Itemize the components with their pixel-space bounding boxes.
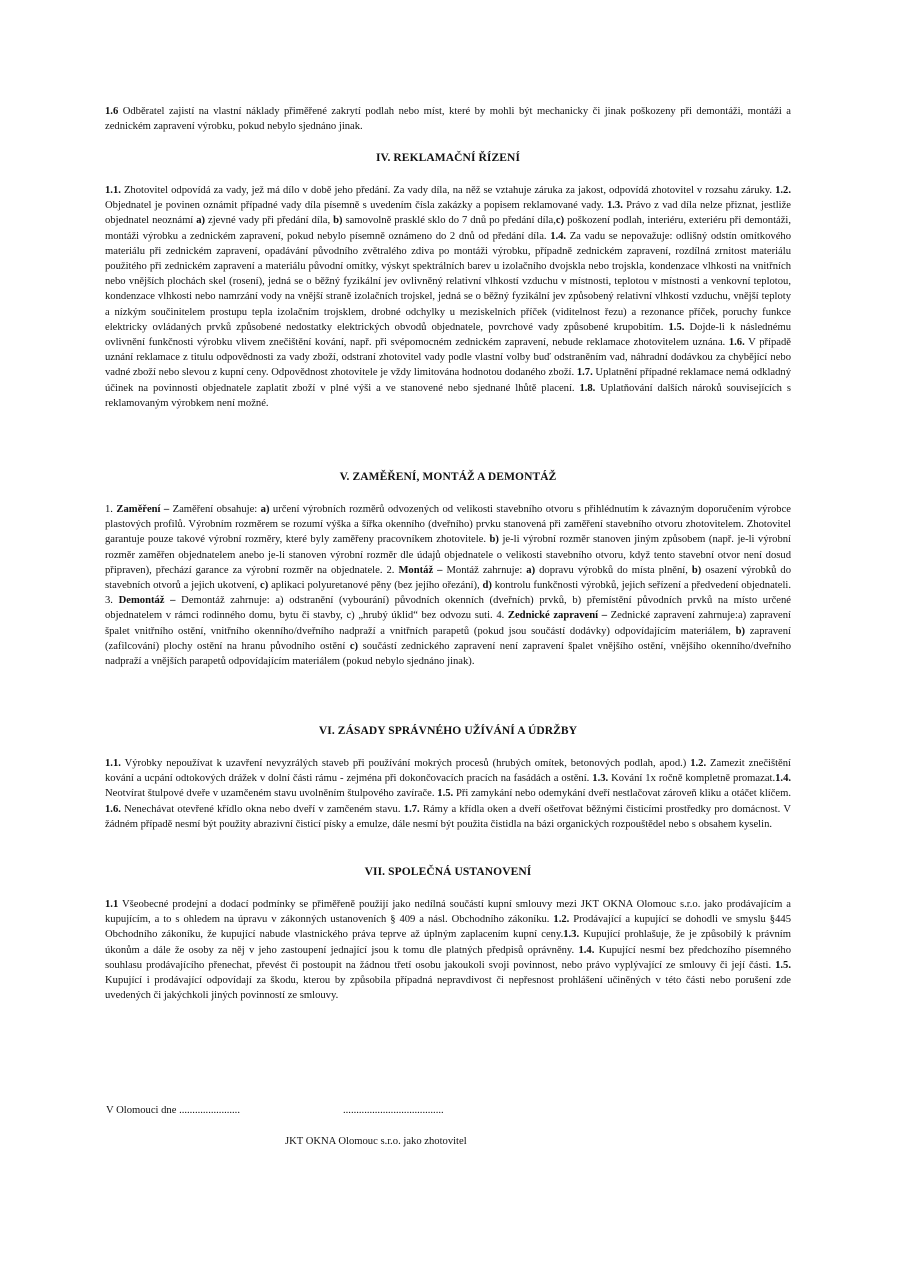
clause-text: zapravení (zafilcování) plochy ostění na hranu původního ostění: [105, 625, 791, 652]
clause-number: 1.4.: [550, 230, 567, 242]
clause-text: V případě uznání reklamace z titulu odpovědnosti za vady zboží, odstraní zhotovitel vady podle vlastní volby buď odstraněním vad, náhradní dodávkou za chybějící nebo vadné zboží nebo slevou z kupní ceny. Odpovědnost zhotovitele je vždy limitována hodnotou dodaného zboží.: [105, 337, 791, 379]
clause-text: určení výrobních rozměrů odvozených od velikosti stavebního otvoru s přihlédnutím k závazným doporučením výrobce plastových profilů. Výrobním rozměrem se rozumí výška a šířka okenního (dveřního) prvku stanovená při zaměření stavebního otvoru zhotovitelem. Zhotovitel garantuje pouze takové výrobní rozměry, které byly zaměřeny pracovníkem zhotovitele.: [105, 504, 791, 546]
clause-number: 1.5.: [775, 959, 791, 971]
clause-1-6: [105, 104, 791, 134]
clause-text: Právo z vad díla nelze přiznat, jestliže objednatel neoznámí: [105, 200, 791, 227]
clause-text: osazení výrobků do stavebních otvorů a jejich ukotvení,: [105, 564, 791, 592]
clause-number: b): [333, 215, 343, 227]
clause-text: 1.: [105, 504, 117, 515]
clause-text: Všeobecné prodejní a dodací podmínky se přiměřeně použijí jako nedílná součástí kupní smlouvy mezi JKT OKNA Olomouc s.r.o. jako prodávajícím a kupujícím, a to s ohledem na úpravu v zákonných ustanoveních § 409 a násl. Obchodního zákoníku.: [105, 899, 791, 926]
clause-number: 1.1.: [105, 185, 121, 196]
clause-number: 1.4.: [578, 944, 595, 956]
clause-text: kontrolu funkčnosti výrobků, jejich seřízení a předvedení objednateli. 3.: [105, 580, 791, 607]
clause-text: Za vadu se nepovažuje: odlišný odstín omítkového materiálu při zednickém zapravení, opadávání původního zvětralého zdiva po montáži výrobku, případně zednickém zapravení, rozdílná zrnitost materiálu použitého při zednickém zapravení a materiálu původní omítky, výskyt spektrálních barev u izolačního dvojskla nebo trojskla, kondenzace vlhkosti na vnitřních nebo vnějších plochách skel (rosení), jedná se o běžný fyzikální jev ovlivněný relativní vlhkostí vzduchu v místnosti, teplotou v místnosti a venkovní teplotou, kondenzace vlhkosti nebo namrzání vody na vnější straně izolačních trojskel, jedná se o běžný fyzikální jev způsobený relativní vlhkostí vzduchu, vnější teploty a nízkým součinitelem prostupu tepla izolačním trojsklem, drobné odchylky u meziskelních příček (viditelnost řezu) a rezonance příček, poruchy funkce elektricky ovládaných prvků způsobené nedostatky elektrických obvodů objednatele, povrchové vady způsobené krupobitím.: [105, 230, 791, 333]
clause-number: Zaměření –: [116, 504, 170, 515]
section-vii-body: [105, 897, 791, 1003]
clause-text: Zamezit znečištění kování a ucpání odtokových drážek v dolní části rámu - zejména při dokončovacích pracích na fasádách a ostění.: [105, 758, 791, 785]
clause-number: 1.6: [105, 106, 119, 117]
clause-number: d): [482, 580, 492, 592]
clause-number: c): [555, 215, 565, 227]
clause-number: a): [260, 504, 270, 515]
clause-text: Objednatel je povinen oznámit případné vady díla písemně s uvedením čísla zakázky a popisem reklamované vady.: [105, 200, 607, 212]
clause-number: 1.5.: [668, 321, 685, 333]
clause-text: Uplatnění případné reklamace nemá odkladný účinek na povinnosti objednatele zaplatit zboží v plné výši a ve stanovené nebo sjednané lhůtě placení.: [105, 367, 791, 394]
clause-number: Demontáž –: [118, 595, 176, 607]
clause-number: 1.3.: [563, 929, 580, 941]
clause-text: Nenechávat otevřené křídlo okna nebo dveří v zamčeném stavu.: [120, 803, 404, 815]
clause-number: 1.4.: [775, 773, 792, 785]
section-vi-body: [105, 756, 791, 832]
section-heading-v: V. ZAMĚŘENÍ, MONTÁŽ A DEMONTÁŽ: [339, 471, 557, 483]
clause-text: je-li výrobní rozměr stanoven jiným způsobem (např. je-li výrobní rozměr zaměřen objednatelem anebo je-li stanoven výrobní rozměr dle údajů objednatele o velikosti stavebního otvoru, když tento stavební otvor není dosud připraven), přechází garance za výrobní rozměr na objednatele. 2.: [105, 534, 791, 576]
clause-text: součástí zednického zapravení není zapravení špalet vnějšího ostění, vnějšího okenního/dveřního nadpraží a vnějších parapetů odpovídajícím materiálem (pokud nebylo sjednáno jinak).: [105, 640, 791, 668]
clause-number: 1.6.: [105, 803, 121, 815]
signature-company: JKT OKNA Olomouc s.r.o. jako zhotovitel: [285, 1136, 467, 1147]
clause-text: Odběratel zajistí na vlastní náklady přiměřené zakrytí podlah nebo míst, které by mohli být mechanicky či jinak poškozeny při demontáži, montáži a zednickém zapravení výrobku, pokud nebylo sjednáno jinak.: [105, 106, 791, 133]
clause-text: Dojde-li k následnému ovlivnění funkčnosti výrobku vlivem znečištění kování, např. při svépomocném zednickém zapravení, nebude reklamace zhotovitelem uznána.: [105, 321, 791, 349]
clause-text: Rámy a křídla oken a dveří ošetřovat běžnými čisticími prostředky pro domácnost. V žádném případě nesmí být použity abrazivní čisticí písky a emulze, dále nesmí být použita čistidla na bázi organických rozpouštědel nebo s obsahem kyselin.: [105, 803, 791, 830]
signature-place-date: V Olomouci dne .......................: [106, 1105, 240, 1116]
clause-number: 1.1: [105, 899, 119, 910]
clause-text: Montáž zahrnuje:: [442, 564, 527, 576]
section-iv-body: [105, 183, 791, 411]
clause-number: c): [260, 580, 269, 592]
clause-text: Kupující prohlašuje, že je způsobilý k právním úkonům a dále že osoby za něj v jeho zastoupení jednající jsou k tomu dle platných předpisů oprávněny.: [105, 929, 791, 956]
section-v-body: [105, 502, 791, 669]
signature-line: ......................................: [343, 1105, 444, 1116]
clause-text: Zednické zapravení zahrnuje:a) zapravení špalet vnitřního ostění, vnitřního okenního/dveřního nadpraží a vnitřních parapetů (pokud jsou součástí dodávky) odpovídajícím materiálem,: [105, 610, 791, 637]
clause-text: Uplatňování dalších nároků souvisejících s reklamovaným výrobkem není možné.: [105, 382, 791, 409]
section-heading-iv: IV. REKLAMAČNÍ ŘÍZENÍ: [375, 152, 521, 164]
clause-number: 1.2.: [553, 914, 570, 926]
clause-text: aplikaci polyuretanové pěny (bez jejího ořezání),: [268, 580, 483, 592]
clause-text: zjevné vady při předání díla,: [205, 215, 334, 227]
clause-number: a): [196, 215, 206, 227]
clause-text: dopravu výrobků do místa plnění,: [535, 564, 692, 576]
clause-number: a): [526, 564, 536, 576]
clause-number: 1.3.: [606, 200, 623, 212]
clause-text: Prodávající a kupující se dohodli ve smyslu §445 Obchodního zákoníku, že kupující nabude vlastnického práva teprve až úplným zaplacením kupní ceny.: [105, 914, 791, 941]
clause-text: Kupující nesmí bez předchozího písemného souhlasu prodávajícího přenechat, převést či postoupit na žádnou třetí osobu jakoukoli svoji povinnost, nebo právo vyplývající ze smlouvy či její části.: [105, 944, 792, 971]
clause-text: Neotvírat štulpové dveře v uzamčeném stavu uvolněním štulpového zavírače.: [105, 788, 438, 800]
clause-number: 1.1.: [105, 758, 121, 769]
clause-number: 1.5.: [437, 788, 454, 800]
clause-number: 1.6.: [728, 337, 745, 349]
clause-text: Při zamykání nebo odemykání dveří nestlačovat zároveň kliku a otáčet klíčem.: [453, 788, 791, 800]
clause-number: 1.7.: [576, 367, 593, 379]
clause-text: Demontáž zahrnuje: a) odstranění (vybourání) původních okenních (dveřních) prvků, b) přemístění původních prvků na místo určené objednatelem v rámci rodinného domu, bytu či stavby, c) „hrubý úklid“ bez odvozu suti. 4.: [105, 595, 792, 622]
clause-number: b): [735, 625, 746, 637]
clause-number: 1.8.: [579, 382, 596, 394]
clause-number: c): [349, 640, 359, 652]
clause-text: Kování 1x ročně kompletně promazat.: [608, 773, 776, 785]
clause-number: 1.7.: [403, 803, 420, 815]
clause-number: Montáž –: [398, 564, 443, 576]
clause-text: samovolně prasklé sklo do 7 dnů po předání díla,: [342, 215, 556, 227]
section-heading-vii: VII. SPOLEČNÁ USTANOVENÍ: [364, 866, 532, 878]
clause-number: 1.2.: [775, 185, 791, 196]
clause-text: Kupující i prodávající odpovídají za škodu, kterou by způsobila případná nepravdivost či nepřesnost prohlášení učiněných v této části nebo porušení zde uvedených či jakýchkoli jiných povinností ze smlouvy.: [105, 975, 791, 1002]
clause-number: b): [691, 564, 702, 576]
clause-number: b): [489, 534, 499, 546]
clause-number: 1.2.: [690, 758, 707, 769]
clause-text: Zaměření obsahuje:: [169, 504, 261, 515]
clause-number: 1.3.: [592, 773, 609, 785]
clause-text: poškození podlah, interiéru, exteriéru při demontáži, montáži výrobku a zednickém zapravení, pokud nebylo písemně oznámeno do 2 dnů od předání díla.: [105, 215, 792, 242]
section-heading-vi: VI. ZÁSADY SPRÁVNÉHO UŽÍVÁNÍ A ÚDRŽBY: [318, 725, 578, 737]
clause-number: Zednické zapravení –: [507, 610, 608, 622]
clause-text: Výrobky nepoužívat k uzavření nevyzrálých staveb při používání mokrých procesů (hrubých omítek, betonových podlah, apod.): [120, 758, 691, 769]
clause-text: Zhotovitel odpovídá za vady, jež má dílo v době jeho předání. Za vady díla, na něž se vztahuje záruka za jakost, odpovídá zhotovitel v rozsahu záruky.: [120, 185, 776, 196]
